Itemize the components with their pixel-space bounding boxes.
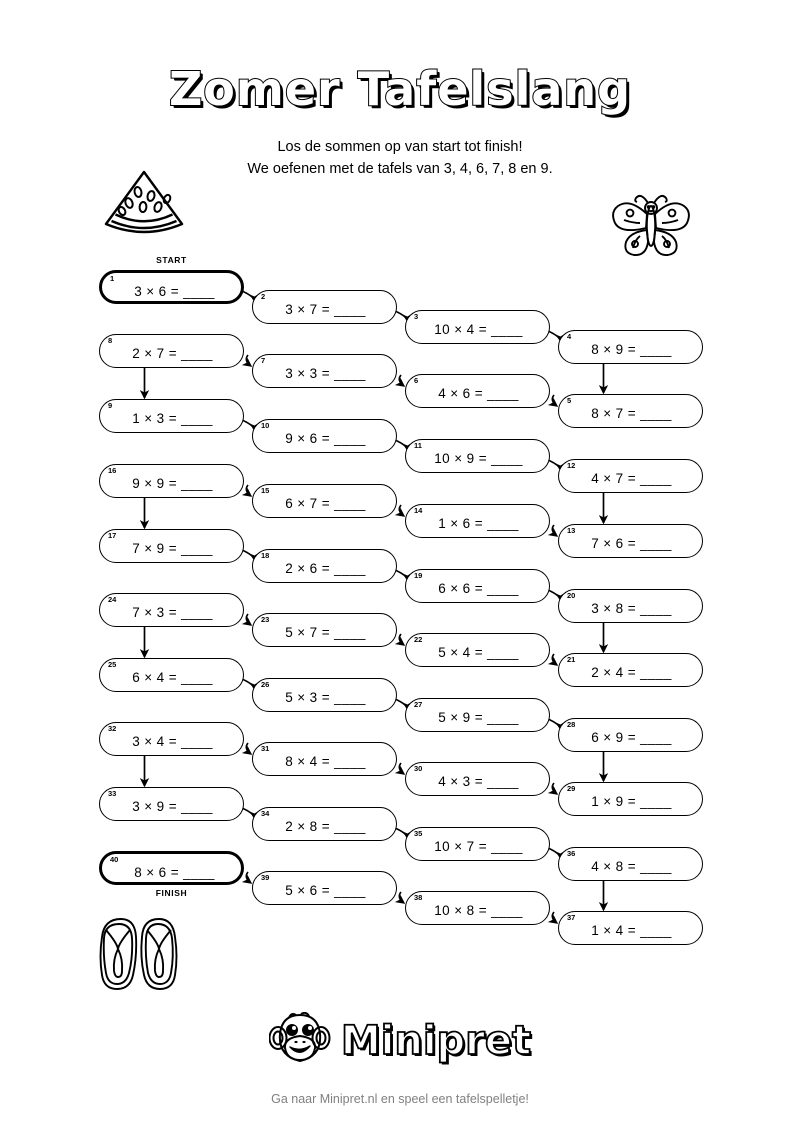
problem-number: 30 [414, 764, 423, 773]
flow-arrow [552, 912, 557, 923]
problem-number: 40 [110, 855, 119, 864]
logo-wordmark: Minipret [340, 1017, 532, 1064]
problem-pill[interactable] [99, 851, 244, 885]
problem-pill[interactable] [405, 891, 550, 925]
flow-arrow [399, 375, 404, 386]
problem-number: 12 [567, 461, 576, 470]
problem-text: 3 × 3 = ____ [285, 366, 366, 381]
problem-pill[interactable] [558, 524, 703, 558]
problem-number: 11 [414, 441, 422, 450]
problem-pill[interactable] [252, 419, 397, 453]
problem-number: 25 [108, 660, 117, 669]
problem-number: 27 [414, 700, 423, 709]
problem-number: 15 [261, 486, 270, 495]
problem-pill[interactable] [252, 871, 397, 905]
problem-text: 5 × 6 = ____ [285, 883, 366, 898]
problem-pill[interactable] [99, 722, 244, 756]
flow-arrow [246, 355, 251, 366]
problem-text: 8 × 6 = ____ [134, 865, 215, 880]
problem-text: 10 × 8 = ____ [434, 903, 523, 918]
problem-pill[interactable] [99, 334, 244, 368]
problem-text: 2 × 6 = ____ [285, 561, 366, 576]
problem-pill[interactable] [558, 653, 703, 687]
problem-text: 3 × 9 = ____ [132, 799, 213, 814]
problem-pill[interactable] [252, 613, 397, 647]
problem-pill[interactable] [405, 439, 550, 473]
problem-text: 7 × 6 = ____ [591, 536, 672, 551]
flow-arrow [242, 420, 255, 431]
problem-number: 5 [567, 396, 572, 405]
problem-number: 17 [108, 531, 117, 540]
problem-number: 24 [108, 595, 117, 604]
problem-text: 5 × 4 = ____ [438, 645, 519, 660]
flow-arrow [548, 331, 561, 342]
problem-number: 34 [261, 809, 270, 818]
flow-arrow [552, 783, 557, 794]
problem-number: 14 [414, 506, 423, 515]
problem-text: 6 × 6 = ____ [438, 581, 519, 596]
problem-pill[interactable] [99, 270, 244, 304]
problem-text: 2 × 4 = ____ [591, 665, 672, 680]
problem-text: 9 × 9 = ____ [132, 476, 213, 491]
flow-arrow [242, 291, 255, 302]
flow-arrow [246, 614, 251, 625]
problem-text: 6 × 4 = ____ [132, 670, 213, 685]
problem-number: 4 [567, 332, 572, 341]
problem-pill[interactable] [405, 374, 550, 408]
problem-text: 4 × 8 = ____ [591, 859, 672, 874]
problem-number: 31 [261, 744, 270, 753]
problem-text: 3 × 6 = ____ [134, 284, 215, 299]
problem-text: 8 × 7 = ____ [591, 406, 672, 421]
problem-pill[interactable] [252, 549, 397, 583]
problem-number: 19 [414, 571, 423, 580]
problem-pill[interactable] [252, 354, 397, 388]
problem-text: 4 × 3 = ____ [438, 774, 519, 789]
flow-arrow [246, 872, 251, 883]
problem-number: 33 [108, 789, 117, 798]
problem-text: 7 × 3 = ____ [132, 605, 213, 620]
problem-text: 1 × 9 = ____ [591, 794, 672, 809]
problem-number: 13 [567, 526, 576, 535]
problem-text: 1 × 3 = ____ [132, 411, 213, 426]
problem-pill[interactable] [252, 742, 397, 776]
problem-number: 29 [567, 784, 576, 793]
watermelon-icon [98, 166, 190, 251]
problem-pill[interactable] [99, 464, 244, 498]
flow-arrow [399, 892, 404, 903]
flow-arrow [548, 460, 561, 471]
problem-text: 3 × 8 = ____ [591, 601, 672, 616]
problem-text: 2 × 8 = ____ [285, 819, 366, 834]
flow-arrow [395, 570, 408, 581]
flow-arrow [548, 848, 561, 859]
problem-number: 22 [414, 635, 423, 644]
footer-note: Ga naar Minipret.nl en speel een tafelspelletje! [271, 1092, 529, 1106]
problem-number: 1 [110, 274, 115, 283]
problem-number: 6 [414, 376, 419, 385]
flow-arrow [395, 311, 408, 322]
problem-pill[interactable] [405, 762, 550, 796]
problem-text: 10 × 4 = ____ [434, 322, 523, 337]
flow-arrow [399, 763, 404, 774]
problem-text: 9 × 6 = ____ [285, 431, 366, 446]
problem-text: 2 × 7 = ____ [132, 346, 213, 361]
problem-text: 1 × 4 = ____ [591, 923, 672, 938]
problem-number: 36 [567, 849, 576, 858]
problem-pill[interactable] [405, 698, 550, 732]
problem-number: 7 [261, 356, 266, 365]
problem-text: 1 × 6 = ____ [438, 516, 519, 531]
flipflops-icon [97, 915, 183, 998]
problem-text: 3 × 7 = ____ [285, 302, 366, 317]
flow-arrow [242, 679, 255, 690]
problem-text: 6 × 7 = ____ [285, 496, 366, 511]
butterfly-icon [608, 190, 694, 265]
flow-arrow [246, 743, 251, 754]
problem-text: 5 × 9 = ____ [438, 710, 519, 725]
problem-pill[interactable] [405, 569, 550, 603]
flow-arrow [399, 505, 404, 516]
problem-pill[interactable] [558, 394, 703, 428]
problem-number: 3 [414, 312, 419, 321]
minipret-logo [0, 1012, 800, 1069]
problem-pill[interactable] [252, 678, 397, 712]
problem-pill[interactable] [558, 589, 703, 623]
problem-number: 2 [261, 292, 266, 301]
problem-number: 32 [108, 724, 117, 733]
problem-pill[interactable] [99, 658, 244, 692]
problem-number: 9 [108, 401, 113, 410]
problem-text: 5 × 3 = ____ [285, 690, 366, 705]
problem-pill[interactable] [252, 484, 397, 518]
problem-number: 18 [261, 551, 270, 560]
flow-arrow [395, 828, 408, 839]
flow-arrow [552, 525, 557, 536]
problem-text: 4 × 7 = ____ [591, 471, 672, 486]
problem-text: 3 × 4 = ____ [132, 734, 213, 749]
problem-pill[interactable] [558, 718, 703, 752]
problem-pill[interactable] [405, 633, 550, 667]
problem-pill[interactable] [405, 827, 550, 861]
subtitle-line-2: We oefenen met de tafels van 3, 4, 6, 7, 8 en 9. [247, 161, 553, 177]
problem-pill[interactable] [99, 787, 244, 821]
flow-arrow [395, 699, 408, 710]
problem-number: 10 [261, 421, 270, 430]
flow-arrow [242, 550, 255, 561]
problem-pill[interactable] [405, 504, 550, 538]
monkey-icon [269, 1012, 331, 1069]
problem-text: 6 × 9 = ____ [591, 730, 672, 745]
problem-pill[interactable] [99, 529, 244, 563]
subtitle-line-1: Los de sommen op van start tot finish! [277, 139, 523, 155]
problem-number: 37 [567, 913, 576, 922]
problem-number: 26 [261, 680, 270, 689]
flow-arrow [552, 395, 557, 406]
flow-arrow [548, 719, 561, 730]
problem-number: 8 [108, 336, 113, 345]
flow-arrow [548, 590, 561, 601]
problem-pill[interactable] [558, 911, 703, 945]
problem-text: 10 × 7 = ____ [434, 839, 523, 854]
start-label: START [156, 255, 187, 265]
problem-pill[interactable] [405, 310, 550, 344]
problem-pill[interactable] [99, 399, 244, 433]
problem-pill[interactable] [558, 459, 703, 493]
problem-number: 20 [567, 591, 576, 600]
problem-pill[interactable] [252, 290, 397, 324]
problem-number: 39 [261, 873, 270, 882]
finish-label: FINISH [155, 888, 188, 898]
page-title: Zomer Tafelslang [168, 62, 632, 116]
problem-pill[interactable] [558, 782, 703, 816]
problem-number: 38 [414, 893, 423, 902]
problem-number: 23 [261, 615, 270, 624]
flow-arrow [395, 440, 408, 451]
problem-pill[interactable] [558, 847, 703, 881]
problem-number: 35 [414, 829, 423, 838]
problem-text: 8 × 4 = ____ [285, 754, 366, 769]
flow-arrow [552, 654, 557, 665]
problem-text: 5 × 7 = ____ [285, 625, 366, 640]
problem-pill[interactable] [558, 330, 703, 364]
problem-number: 28 [567, 720, 576, 729]
flow-arrow [399, 634, 404, 645]
problem-number: 16 [108, 466, 117, 475]
problem-text: 4 × 6 = ____ [438, 386, 519, 401]
flow-arrow [242, 808, 255, 819]
flow-arrow [246, 485, 251, 496]
problem-text: 8 × 9 = ____ [591, 342, 672, 357]
problem-text: 10 × 9 = ____ [434, 451, 523, 466]
problem-pill[interactable] [99, 593, 244, 627]
problem-text: 7 × 9 = ____ [132, 541, 213, 556]
problem-pill[interactable] [252, 807, 397, 841]
problem-number: 21 [567, 655, 576, 664]
